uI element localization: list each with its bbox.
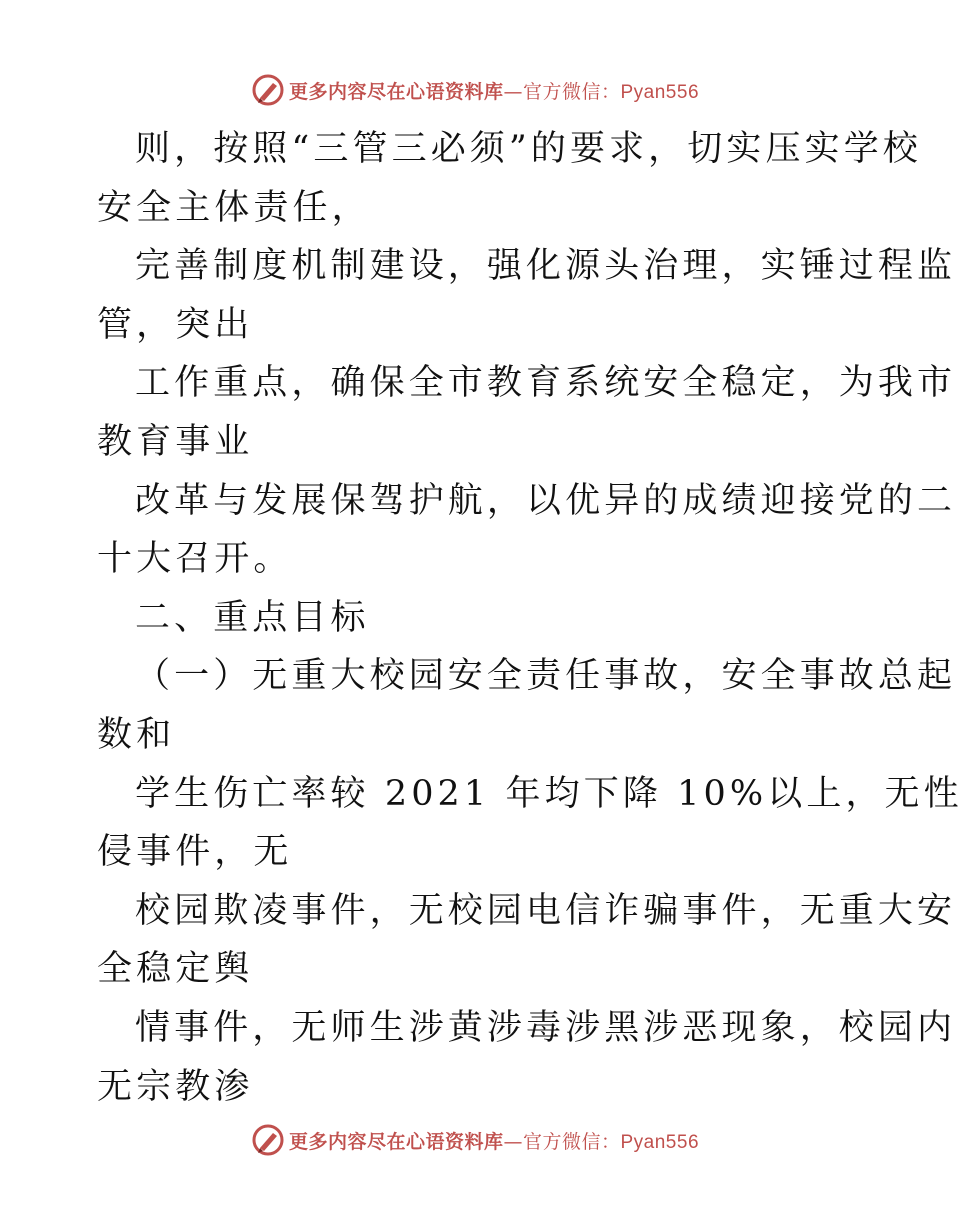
- text-line: 管，突出: [97, 304, 254, 345]
- text-line: 校园欺凌事件，无校园电信诈骗事件，无重大安: [135, 890, 957, 931]
- text-line: 数和: [97, 714, 176, 755]
- text-line: （一）无重大校园安全责任事故，安全事故总起: [135, 656, 957, 697]
- watermark-brand: 更多内容尽在心语资料库: [288, 80, 504, 103]
- text-line: 全稳定舆: [97, 949, 254, 990]
- header-watermark: [0, 70, 950, 110]
- pen-logo-icon: [251, 73, 285, 107]
- footer-watermark: [0, 1120, 950, 1160]
- watermark-text: [289, 1127, 699, 1154]
- watermark-text: [289, 77, 699, 104]
- text-line: 十大召开。: [97, 539, 293, 580]
- text-line: 侵事件，无: [97, 832, 293, 873]
- watermark-brand: 更多内容尽在心语资料库: [288, 1130, 504, 1153]
- text-line: 工作重点，确保全市教育系统安全稳定，为我市: [135, 363, 957, 404]
- pen-logo-icon: [251, 1123, 285, 1157]
- watermark-separator: —: [503, 80, 523, 103]
- watermark-separator: —: [503, 1130, 523, 1153]
- text-line: 完善制度机制建设，强化源头治理，实锤过程监: [135, 246, 957, 287]
- text-line: 改革与发展保驾护航，以优异的成绩迎接党的二: [135, 480, 957, 521]
- watermark-wechat-label: 官方微信：: [522, 1130, 621, 1153]
- watermark-wechat-id: Pyan556: [620, 81, 700, 103]
- watermark-wechat-label: 官方微信：: [522, 80, 621, 103]
- text-line: 则，按照“三管三必须”的要求，切实压实学校: [135, 129, 922, 169]
- text-line: 无宗教渗: [97, 1066, 254, 1107]
- watermark-wechat-id: Pyan556: [620, 1131, 700, 1153]
- text-line: 情事件，无师生涉黄涉毒涉黑涉恶现象，校园内: [135, 1007, 957, 1048]
- document-body: [97, 120, 963, 1116]
- section-heading: 二、重点目标: [135, 597, 370, 638]
- text-line: 学生伤亡率较 2021 年均下降 10%以上，无性: [135, 773, 963, 814]
- text-line: 教育事业: [97, 421, 254, 462]
- text-line: 安全主体责任，: [97, 187, 371, 228]
